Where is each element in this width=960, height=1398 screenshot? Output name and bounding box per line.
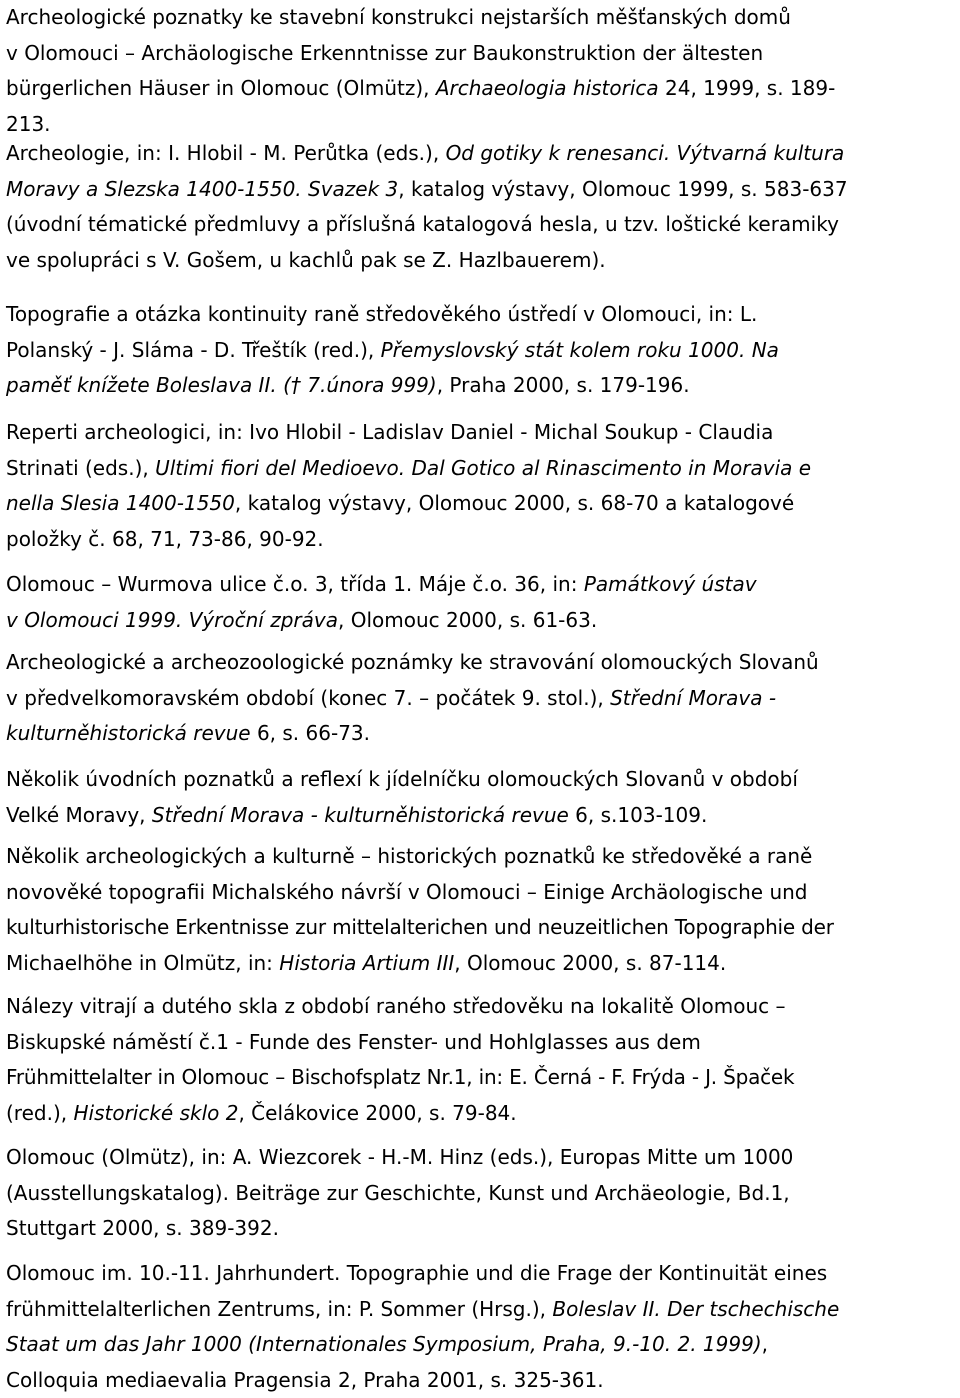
entry-text: Frühmittelalter in Olomouc – Bischofsplatz Nr.1, in: E. Černá - F. Frýda - J. Špaček (6, 1065, 795, 1090)
entry-line (6, 1025, 956, 1061)
italic-title-text: kulturněhistorická revue (6, 721, 251, 746)
entry-line (6, 716, 956, 752)
italic-title-text: Staat um das Jahr 1000 (Internationales Symposium, Praha, 9.-10. 2. 1999) (6, 1332, 762, 1357)
italic-title-text: Památkový ústav (583, 572, 757, 596)
italic-title-text: Boleslav II. Der tschechische (552, 1296, 840, 1321)
entry-line (6, 645, 956, 681)
bibliography-entry (6, 762, 956, 833)
entry-text: Polanský - J. Sláma - D. Třeštík (red.), (6, 337, 381, 362)
entry-line (6, 368, 956, 404)
entry-text: Olomouc im. 10.-11. Jahrhundert. Topographie und die Frage der Kontinuität eines (6, 1261, 828, 1285)
entry-text: 24, 1999, s. 189- (658, 76, 836, 101)
entry-text: , Čelákovice 2000, s. 79-84. (238, 1100, 517, 1125)
entry-text: Reperti archeologici, in: Ivo Hlobil - Ladislav Daniel - Michal Soukup - Claudia (6, 420, 774, 444)
bibliography-entry (6, 1140, 956, 1247)
entry-line (6, 71, 956, 107)
entry-text: Olomouc – Wurmova ulice č.o. 3, třída 1. Máje č.o. 36, in: (6, 572, 584, 596)
entry-line (6, 1176, 956, 1212)
entry-text: Topografie a otázka kontinuity raně středověkého ústředí v Olomouci, in: L. (6, 302, 758, 326)
entry-line (6, 989, 956, 1025)
entry-line (6, 798, 956, 834)
entry-text: Archeologie, in: I. Hlobil - M. Perůtka (eds.), (6, 141, 446, 165)
italic-title-text: Historia Artium III (279, 950, 455, 975)
bibliography-entry (6, 989, 956, 1131)
bibliography-entry (6, 297, 956, 404)
entry-line (6, 567, 956, 603)
entry-text: , Olomouc 2000, s. 87-114. (454, 950, 727, 975)
entry-line (6, 910, 956, 946)
entry-text: Několik archeologických a kulturně – historických poznatků ke středověké a raně (6, 844, 813, 868)
entry-text: v Olomouci – Archäologische Erkenntnisse zur Baukonstruktion der ältesten (6, 40, 764, 65)
entry-line (6, 875, 956, 911)
entry-line (6, 486, 956, 522)
entry-text: , Praha 2000, s. 179-196. (436, 373, 690, 398)
italic-title-text: Moravy a Slezska 1400-1550. Svazek 3 (6, 176, 399, 201)
italic-title-text: Přemyslovský stát kolem roku 1000. Na (380, 337, 779, 362)
entry-text: Archeologické a archeozoologické poznámky ke stravování olomouckých Slovanů (6, 650, 819, 674)
entry-line (6, 36, 956, 72)
entry-text: Colloquia mediaevalia Pragensia 2, Praha 2001, s. 325-361. (6, 1367, 604, 1392)
entry-text: (Ausstellungskatalog). Beiträge zur Geschichte, Kunst und Archäeologie, Bd.1, (6, 1180, 790, 1205)
entry-line (6, 1256, 956, 1292)
entry-line (6, 681, 956, 717)
entry-line (6, 243, 956, 279)
entry-text: Nálezy vitrají a dutého skla z období raného středověku na lokalitě Olomouc – (6, 994, 786, 1018)
entry-text: frühmittelalterlichen Zentrums, in: P. Sommer (Hrsg.), (6, 1296, 553, 1321)
italic-title-text: Archaeologia historica (435, 76, 659, 101)
entry-line (6, 839, 956, 875)
italic-title-text: Od gotiky k renesanci. Výtvarná kultura (445, 141, 845, 165)
entry-text: položky č. 68, 71, 73-86, 90-92. (6, 526, 324, 551)
entry-line (6, 1363, 956, 1398)
entry-text: Stuttgart 2000, s. 389-392. (6, 1216, 279, 1241)
entry-line (6, 762, 956, 798)
italic-title-text: Střední Morava - (610, 685, 777, 710)
italic-title-text: nella Slesia 1400-1550 (6, 491, 235, 516)
italic-title-text: v Olomouci 1999. Výroční zpráva (6, 607, 338, 632)
entry-line (6, 1211, 956, 1247)
entry-text: (red.), (6, 1100, 74, 1125)
entry-line (6, 603, 956, 639)
entry-text: , (761, 1332, 768, 1357)
entry-line (6, 1327, 956, 1363)
entry-text: novověké topografii Michalského návrší v Olomouci – Einige Archäologische und (6, 879, 808, 904)
entry-text: v předvelkomoravském období (konec 7. – počátek 9. stol.), (6, 685, 611, 710)
entry-line (6, 333, 956, 369)
entry-line (6, 1292, 956, 1328)
entry-text: 6, s.103-109. (568, 802, 708, 827)
bibliography-entry (6, 1256, 956, 1398)
entry-text: Strinati (eds.), (6, 455, 156, 480)
entry-text: (úvodní tématické předmluvy a příslušná katalogová hesla, u tzv. loštické keramiky (6, 212, 839, 237)
entry-text: 6, s. 66-73. (250, 721, 370, 746)
entry-line (6, 0, 956, 36)
entry-line (6, 522, 956, 558)
entry-text: Velké Moravy, (6, 802, 152, 827)
italic-title-text: Ultimi fiori del Medioevo. Dal Gotico al Rinascimento in Moravia e (155, 455, 812, 480)
bibliography-entry (6, 136, 956, 278)
entry-text: Několik úvodních poznatků a reflexí k jídelníčku olomouckých Slovanů v období (6, 767, 798, 791)
entry-text: Biskupské náměstí č.1 - Funde des Fenster- und Hohlglasses aus dem (6, 1029, 701, 1054)
italic-title-text: paměť knížete Boleslava II. († 7.února 999) (6, 373, 437, 398)
entry-text: , Olomouc 2000, s. 61-63. (337, 607, 598, 632)
bibliography-entry (6, 839, 956, 981)
entry-text: 213. (6, 111, 51, 136)
bibliography-entry (6, 645, 956, 752)
entry-line (6, 136, 956, 172)
italic-title-text: Střední Morava - kulturněhistorická revue (151, 802, 569, 827)
entry-text: Olomouc (Olmütz), in: A. Wiezcorek - H.-M. Hinz (eds.), Europas Mitte um 1000 (6, 1145, 794, 1169)
entry-text: , katalog výstavy, Olomouc 2000, s. 68-70 a katalogové (234, 491, 795, 516)
entry-line (6, 297, 956, 333)
bibliography-entry (6, 0, 956, 142)
entry-line (6, 207, 956, 243)
entry-line (6, 451, 956, 487)
entry-text: ve spolupráci s V. Gošem, u kachlů pak se Z. Hazlbauerem). (6, 247, 606, 272)
entry-text: Michaelhöhe in Olmütz, in: (6, 950, 280, 975)
entry-text: Archeologické poznatky ke stavební konstrukci nejstarších měšťanských domů (6, 5, 791, 29)
entry-line (6, 1096, 956, 1132)
bibliography-entry (6, 567, 956, 638)
entry-line (6, 415, 956, 451)
entry-text: kulturhistorische Erkentnisse zur mittelalterichen und neuzeitlichen Topographie der (6, 915, 834, 940)
entry-line (6, 172, 956, 208)
entry-line (6, 1060, 956, 1096)
italic-title-text: Historické sklo 2 (73, 1100, 239, 1125)
entry-line (6, 946, 956, 982)
bibliography-entry (6, 415, 956, 557)
entry-text: , katalog výstavy, Olomouc 1999, s. 583-637 (398, 176, 848, 201)
entry-text: bürgerlichen Häuser in Olomouc (Olmütz), (6, 76, 436, 101)
entry-line (6, 1140, 956, 1176)
